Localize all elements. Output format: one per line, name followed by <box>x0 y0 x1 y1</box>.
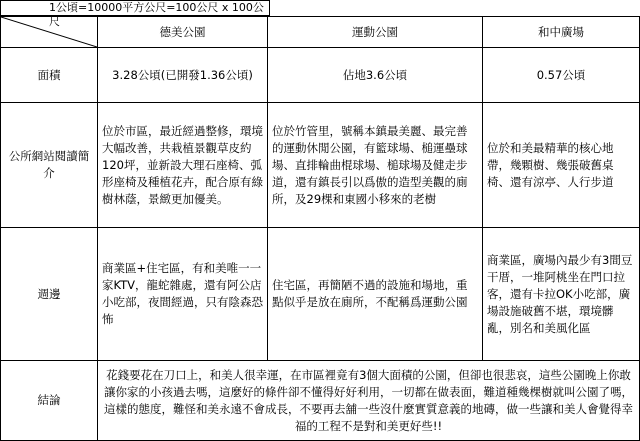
column-header-sports-park: 運動公園 <box>268 17 483 48</box>
column-header-demei-park: 德美公園 <box>98 17 268 48</box>
surroundings-sports-park: 住宅區，再簡陋不過的設施和場地，重點似乎是放在廁所，不配稱爲運動公園 <box>268 228 483 361</box>
area-row <box>1 48 640 103</box>
conclusion-row <box>1 361 640 441</box>
area-sports-park: 佔地3.6公頃 <box>268 48 483 103</box>
row-label-conclusion: 結論 <box>1 361 98 441</box>
area-demei-park: 3.28公頃(已開發1.36公頃) <box>98 48 268 103</box>
intro-row <box>1 103 640 228</box>
area-hezhong-square: 0.57公頃 <box>483 48 640 103</box>
intro-demei-park: 位於市區，最近經過整修，環境大幅改善，共栽植景觀草皮約120坪，並新設大理石座椅、弧形座椅及種植花卉，配合原有綠樹林蔭，景緻更加優美。 <box>98 103 268 228</box>
unit-conversion-note: 1公頃=10000平方公尺=100公尺 x 100公尺 <box>0 0 270 16</box>
intro-sports-park: 位於竹管里，號稱本鎮最美麗、最完善的運動休閒公園，有籃球場、槌運壘球場、直排輪曲棍球場、槌球場及健走步道，還有鎮長引以爲傲的造型美觀的廁所，及29棵和東國小移來的老樹 <box>268 103 483 228</box>
row-label-area: 面積 <box>1 48 98 103</box>
header-row <box>1 17 640 48</box>
column-header-hezhong-square: 和中廣場 <box>483 17 640 48</box>
diagonal-divider <box>1 17 97 47</box>
conclusion-text: 花錢要花在刀口上，和美人很幸運，在市區裡竟有3個大面積的公園，但卻也很悲哀，這些公園晚上你敢讓你家的小孩過去嗎，這麼好的條件卻不懂得好好利用，一切都在做表面，難道種幾棵樹就叫公園了嗎，這樣的態度，難怪和美永遠不會成長，不要再去舖一些沒什麼實質意義的地磚，做一些讓和美人會覺得幸福的工程不是對和美更好些!! <box>98 361 640 441</box>
row-label-intro: 公所網站閱讀簡介 <box>1 103 98 228</box>
corner-cell <box>1 17 98 48</box>
intro-hezhong-square: 位於和美最精華的核心地帶，幾顆樹、幾張破舊桌椅、還有涼亭、人行步道 <box>483 103 640 228</box>
surroundings-demei-park: 商業區+住宅區，有和美唯一一家KTV，龍蛇雜處，還有阿公店小吃部，夜間經過，只有陰森恐怖 <box>98 228 268 361</box>
surroundings-hezhong-square: 商業區，廣場內最少有3間豆干厝，一堆阿桃坐在門口拉客，還有卡拉OK小吃部，廣場設施破舊不堪，環境髒亂，別名和美風化區 <box>483 228 640 361</box>
row-label-surroundings: 週邊 <box>1 228 98 361</box>
park-comparison-table <box>0 16 640 441</box>
surroundings-row <box>1 228 640 361</box>
